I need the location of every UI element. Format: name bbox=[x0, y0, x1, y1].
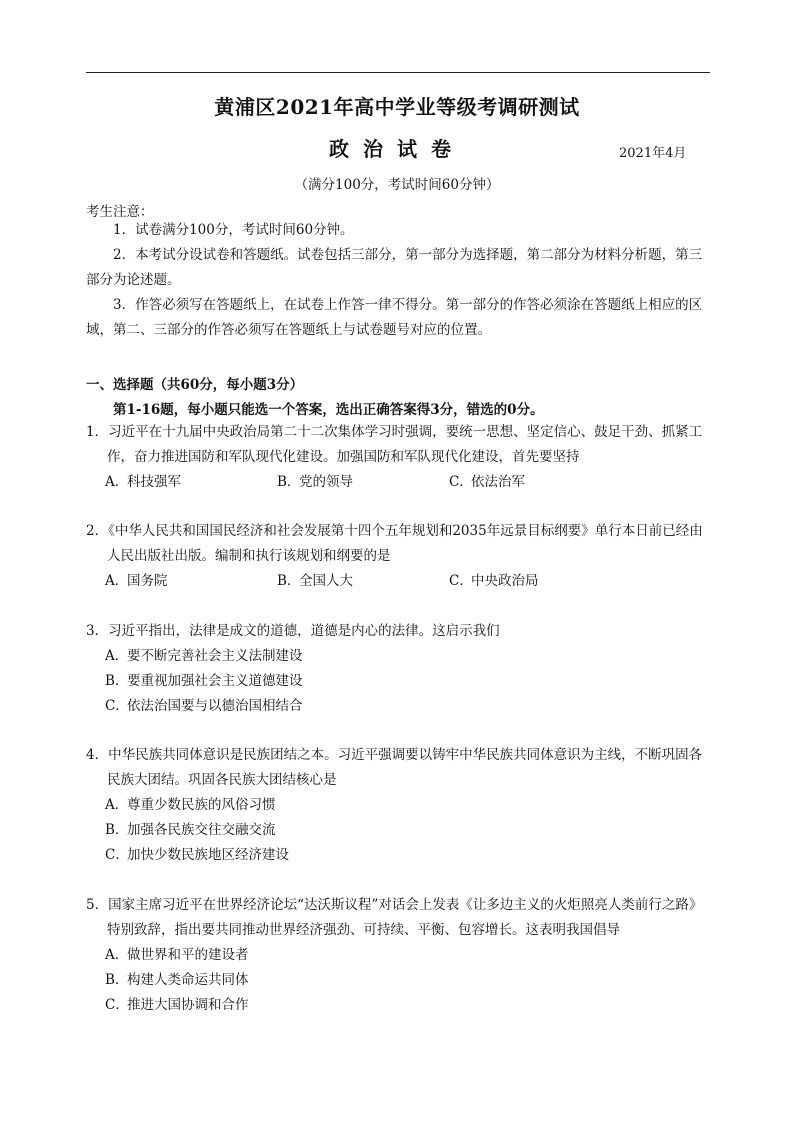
option-c: C．加快少数民族地区经济建设 bbox=[105, 847, 289, 863]
question-3 bbox=[86, 619, 711, 719]
exam-date: 2021年4月 bbox=[619, 146, 687, 161]
option-b: B．加强各民族交往交融交流 bbox=[105, 822, 276, 838]
section-instruction: 第1-16题，每小题只能选一个答案，选出正确答案得3分，错选的0分。 bbox=[113, 402, 544, 418]
option-c: C．依法治国要与以德治国相结合 bbox=[105, 698, 303, 714]
option-b: B．要重视加强社会主义道德建设 bbox=[105, 673, 303, 689]
question-stem: 3．习近平指出，法律是成文的道德，道德是内心的法律。这启示我们 bbox=[86, 623, 500, 639]
question-2 bbox=[86, 519, 711, 594]
options bbox=[86, 793, 711, 868]
options bbox=[86, 470, 711, 495]
options bbox=[86, 943, 711, 1018]
option-a: A．要不断完善社会主义法制建设 bbox=[105, 648, 303, 664]
notice-item-3: 3．作答必须写在答题纸上，在试卷上作答一律不得分。第一部分的作答必须涂在答题纸上相应的区域，第二、三部分的作答必须写在答题纸上与试卷题号对应的位置。 bbox=[86, 297, 703, 338]
score-time-note: （满分100分，考试时间60分钟） bbox=[294, 177, 500, 193]
option-b: B．党的领导 bbox=[277, 474, 353, 490]
section-title: 一、选择题（共60分，每小题3分） bbox=[86, 377, 304, 393]
option-c: C．依法治军 bbox=[449, 474, 525, 490]
header-rule bbox=[86, 72, 710, 73]
option-c: C．推进大国协调和合作 bbox=[105, 997, 249, 1013]
question-4 bbox=[86, 743, 711, 868]
option-a: A．尊重少数民族的风俗习惯 bbox=[105, 797, 276, 813]
notice-item-1: 1．试卷满分100分，考试时间60分钟。 bbox=[113, 222, 354, 238]
question-stem: 5．国家主席习近平在世界经济论坛“达沃斯议程”对话会上发表《让多边主义的火炬照亮人类前行之路》特别致辞，指出要共同推动世界经济强劲、可持续、平衡、包容增长。这表明我国倡导 bbox=[86, 897, 703, 938]
option-c: C．中央政治局 bbox=[449, 573, 539, 589]
option-a: A．国务院 bbox=[105, 573, 168, 589]
exam-subject: 政治试卷 bbox=[329, 137, 465, 161]
options bbox=[86, 644, 711, 719]
options bbox=[86, 569, 711, 594]
question-stem: 4．中华民族共同体意识是民族团结之本。习近平强调要以铸牢中华民族共同体意识为主线，不断巩固各民族大团结。巩固各民族大团结核心是 bbox=[86, 747, 703, 788]
question-stem: 2．《中华人民共和国国民经济和社会发展第十四个五年规划和2035年远景目标纲要》单行本日前已经由人民出版社出版。编制和执行该规划和纲要的是 bbox=[86, 523, 703, 564]
question-1 bbox=[86, 420, 711, 495]
option-a: A．科技强军 bbox=[105, 474, 181, 490]
notice-title: 考生注意： bbox=[86, 204, 154, 220]
question-5 bbox=[86, 893, 711, 1018]
question-stem: 1．习近平在十九届中央政治局第二十二次集体学习时强调，要统一思想、坚定信心、鼓足干劲、抓紧工作，奋力推进国防和军队现代化建设。加强国防和军队现代化建设，首先要坚持 bbox=[86, 424, 703, 465]
option-a: A．做世界和平的建设者 bbox=[105, 947, 249, 963]
option-b: B．全国人大 bbox=[277, 573, 353, 589]
exam-title: 黄浦区2021年高中学业等级考调研测试 bbox=[214, 95, 580, 119]
option-b: B．构建人类命运共同体 bbox=[105, 972, 249, 988]
notice-item-2: 2．本考试分设试卷和答题纸。试卷包括三部分，第一部分为选择题，第二部分为材料分析题，第三部分为论述题。 bbox=[86, 247, 703, 288]
